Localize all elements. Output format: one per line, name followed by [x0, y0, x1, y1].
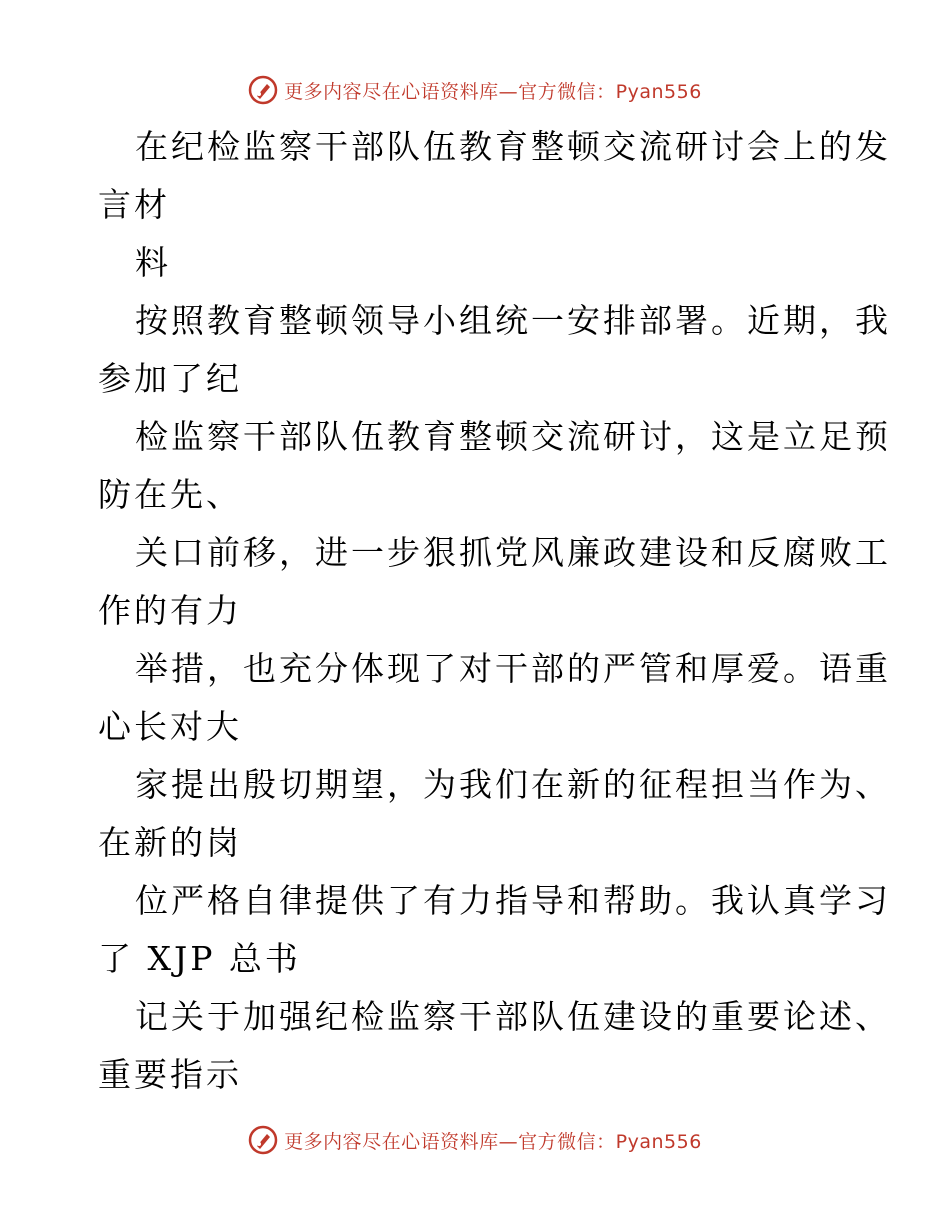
text-line: 参加了纪: [98, 359, 242, 398]
header-watermark: [0, 72, 950, 108]
text-line: 重要指示: [98, 1055, 242, 1094]
text-line: 在纪检监察干部队伍教育整顿交流研讨会上的发: [135, 127, 891, 166]
text-line: 举措，也充分体现了对干部的严管和厚爱。语重: [135, 649, 891, 688]
text-line: 检监察干部队伍教育整顿交流研讨，这是立足预: [135, 417, 891, 456]
pen-logo-icon: [248, 1125, 278, 1155]
text-line: 言材: [98, 185, 170, 224]
text-line: 位严格自律提供了有力指导和帮助。我认真学习: [135, 881, 891, 920]
document-body: [98, 118, 891, 1104]
pen-logo-icon: [248, 75, 278, 105]
watermark-text: 更多内容尽在心语资料库—官方微信：Pyan556: [284, 80, 702, 103]
text-line: 了 XJP 总书: [98, 939, 301, 978]
text-line: 料: [135, 243, 171, 282]
text-line: 关口前移，进一步狠抓党风廉政建设和反腐败工: [135, 533, 891, 572]
text-line: 记关于加强纪检监察干部队伍建设的重要论述、: [135, 997, 891, 1036]
text-line: 在新的岗: [98, 823, 242, 862]
text-line: 作的有力: [98, 591, 242, 630]
text-line: 心长对大: [98, 707, 242, 746]
text-line: 防在先、: [98, 475, 242, 514]
watermark-text: 更多内容尽在心语资料库—官方微信：Pyan556: [284, 1130, 702, 1153]
text-line: 家提出殷切期望，为我们在新的征程担当作为、: [135, 765, 891, 804]
footer-watermark: [0, 1122, 950, 1158]
text-line: 按照教育整顿领导小组统一安排部署。近期，我: [135, 301, 891, 340]
